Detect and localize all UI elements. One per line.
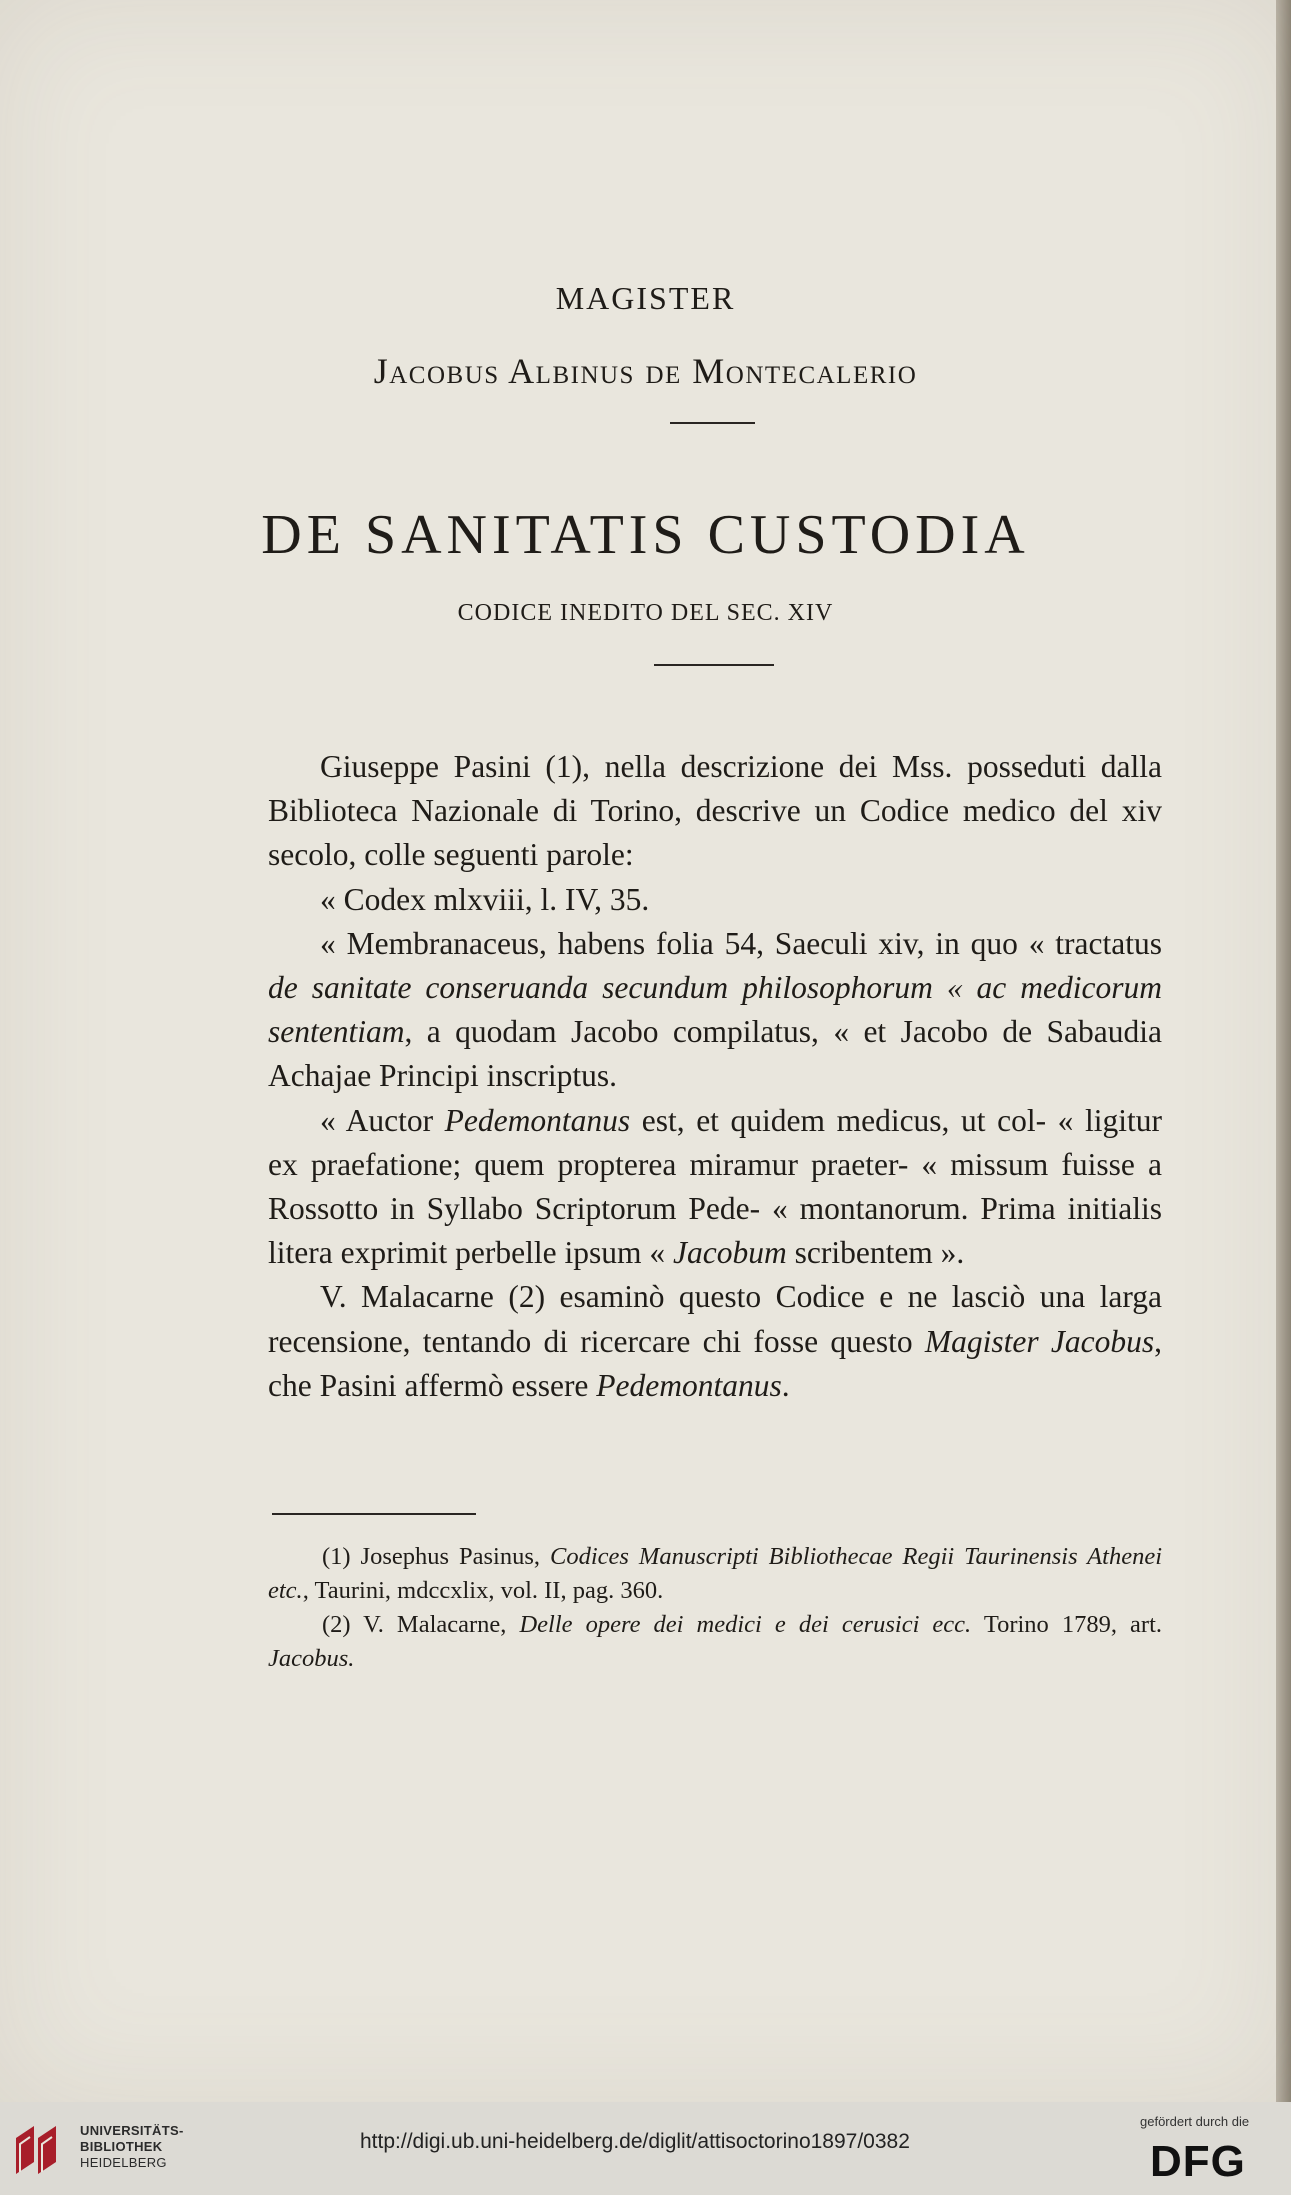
footnote-1-text-a: (1) Josephus Pasinus, <box>322 1543 541 1570</box>
paragraph-1: Giuseppe Pasini (1), nella descrizione dei Mss. posseduti dalla Biblioteca Nazionale di Torino, descrive un Codice medico del xiv secolo, colle seguenti parole: <box>268 749 1162 873</box>
paragraph-4-text-b: est, et quidem medicus, ut col- « ligitur ex praefatione; quem propterea miramur praeter- « missum fuisse a Rossotto in Syllabo Scriptorum Pede- « montanorum. Prima initialis litera exprimit perbelle ipsum « <box>268 1102 1163 1271</box>
body-text <box>268 745 1162 1408</box>
paragraph-3-text-b: , a quodam Jacobo compilatus, « et Jacobo de Sabaudia Achajae Principi inscriptus. <box>268 1014 1162 1094</box>
paragraph-3-text-a: « Membranaceus, habens folia 54, Saeculi xiv, in quo « tractatus <box>320 925 1162 961</box>
library-name-line-2: BIBLIOTHEK <box>80 2139 163 2154</box>
library-name-line-3: HEIDELBERG <box>80 2155 167 2170</box>
paragraph-2: « Codex mlxviii, l. IV, 35. <box>320 881 650 917</box>
paragraph-4 <box>268 1099 1162 1276</box>
paragraph-5 <box>268 1275 1162 1408</box>
paragraph-5-text-b: , che Pasini affermò essere <box>268 1323 1163 1403</box>
title-divider-top <box>670 422 755 424</box>
footnote-2-italic-1: Delle opere dei medici e dei cerusici ecc. <box>519 1611 972 1638</box>
paragraph-5-text-c: . <box>781 1367 790 1403</box>
library-name-line-1: UNIVERSITÄTS- <box>80 2123 184 2138</box>
page-title: DE SANITATIS CUSTODIA <box>261 504 1030 566</box>
dfg-logo: DFG <box>1150 2137 1246 2186</box>
page-subtitle: CODICE INEDITO DEL SEC. XIV <box>457 600 834 626</box>
permalink-url[interactable]: http://digi.ub.uni-heidelberg.de/diglit/attisoctorino1897/0382 <box>360 2130 910 2153</box>
footnote-2-italic-2: Jacobus. <box>268 1645 355 1672</box>
paragraph-4-text-c: scribentem ». <box>794 1235 965 1271</box>
library-logo-icon <box>8 2118 72 2182</box>
paragraph-3 <box>268 922 1162 1099</box>
footnote-2-text-a: (2) V. Malacarne, <box>322 1611 507 1638</box>
footnote-2 <box>268 1608 1162 1676</box>
paragraph-4-italic-1: Pedemontanus <box>444 1102 631 1138</box>
author-name: Jacobus Albinus de Montecalerio <box>373 351 918 391</box>
paragraph-3-italic: de sanitate conseruanda secundum philosophorum « ac medicorum sententiam <box>268 970 1162 1050</box>
paragraph-5-italic-1: Magister Jacobus <box>924 1323 1155 1359</box>
footnotes <box>268 1540 1162 1676</box>
library-name <box>80 2123 184 2171</box>
title-divider-bottom <box>654 664 774 666</box>
author-prefix: MAGISTER <box>555 280 736 316</box>
footnote-1-text-b: , Taurini, mdccxlix, vol. II, pag. 360. <box>302 1577 664 1604</box>
paragraph-5-italic-2: Pedemontanus <box>596 1367 782 1403</box>
paragraph-4-italic-2: Jacobum <box>673 1235 787 1271</box>
footnote-2-text-b: Torino 1789, art. <box>983 1611 1162 1638</box>
footer-bar <box>0 2102 1291 2195</box>
footnote-1-italic: Codices Manuscripti Bibliothecae Regii Taurinensis Athenei etc. <box>268 1543 1162 1604</box>
footnote-divider <box>272 1513 476 1515</box>
paragraph-5-text-a: V. Malacarne (2) esaminò questo Codice e ne lasciò una larga recensione, tentando di ricercare chi fosse questo <box>268 1279 1162 1359</box>
footnote-1 <box>268 1540 1162 1608</box>
paragraph-4-text-a: « Auctor <box>320 1102 434 1138</box>
funded-by-label: gefördert durch die <box>1140 2114 1250 2129</box>
